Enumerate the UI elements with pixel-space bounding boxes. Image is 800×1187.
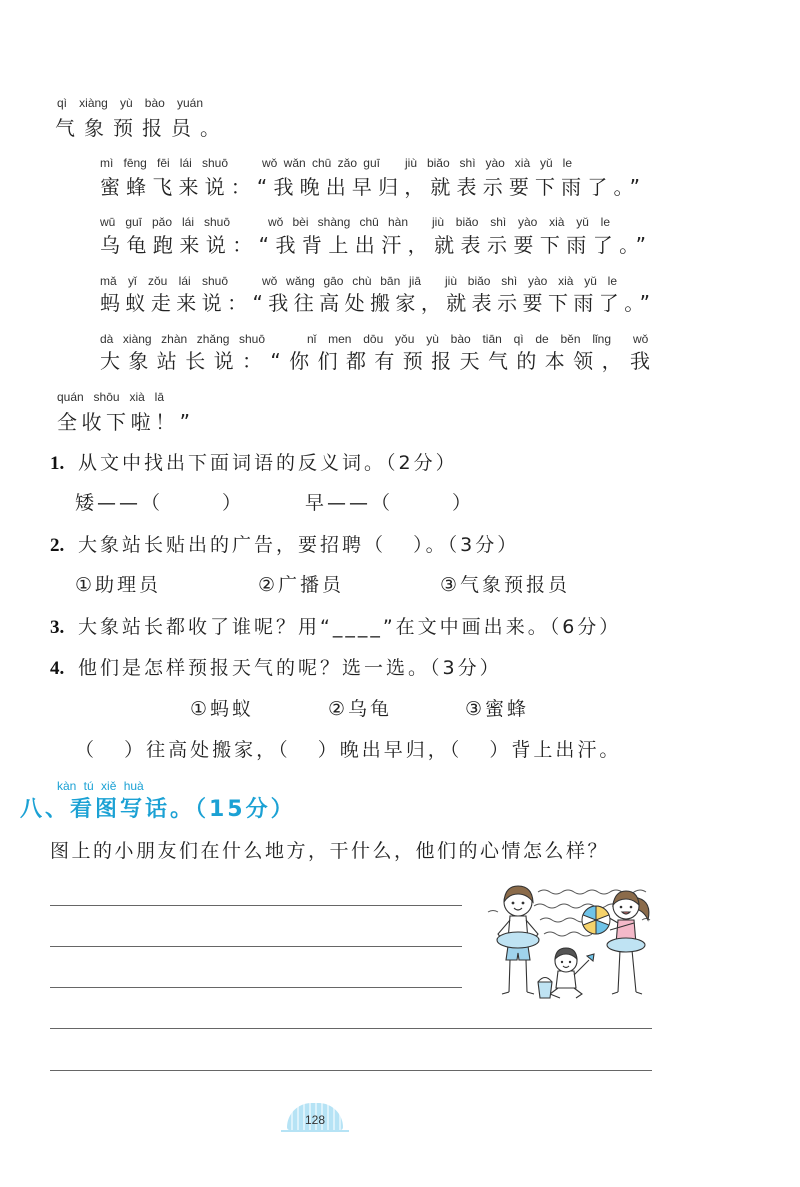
question-number: 4.	[50, 658, 65, 679]
question-text: 大象站长都收了谁呢？用“____”在文中画出来。（6分）	[78, 616, 622, 638]
passage-pinyin: wǒ wǎng gāo chù bān jiā	[262, 274, 421, 288]
writing-line	[50, 1070, 652, 1071]
page-number: 128	[304, 1113, 326, 1127]
passage-pinyin: wǒ	[633, 332, 649, 346]
passage-pinyin: dà xiàng zhàn zhǎng shuō	[100, 332, 265, 346]
passage-pinyin: quán shōu xià lā	[57, 390, 164, 404]
small-child-figure	[550, 948, 582, 998]
question-number: 2.	[50, 535, 65, 556]
beach-ball	[582, 906, 610, 934]
antonym-blank-close: ）	[452, 492, 475, 514]
passage-pinyin: jiù biǎo shì yào xià yǔ le	[405, 156, 572, 170]
passage-line: 蚂蚁走来说：“我往高处搬家，就表示要下雨了。”	[100, 291, 652, 315]
passage-pinyin: mì fēng fēi lái shuō	[100, 156, 228, 170]
section-title: 八、看图写话。（15分）	[20, 797, 296, 822]
question-2	[50, 534, 519, 557]
beach-illustration	[486, 876, 658, 1004]
passage-line: 气象预报员。	[55, 116, 222, 140]
passage-pinyin: jiù biǎo shì yào xià yǔ le	[445, 274, 617, 288]
passage-pinyin: wǒ bèi shàng chū hàn	[268, 215, 408, 229]
choice-option: ②广播员	[258, 574, 345, 596]
passage-line: 大象站长说：“你们都有预报天气的本领，我	[100, 349, 652, 373]
choice-option: ③气象预报员	[440, 574, 571, 596]
question-number: 1.	[50, 453, 65, 474]
antonym-blank-word: 早——（	[305, 492, 394, 514]
choice-option: ③蜜蜂	[465, 698, 530, 720]
antonym-blank-word: 矮——（	[75, 492, 164, 514]
boy-figure	[497, 886, 539, 994]
passage-line: 全收下啦！”	[57, 410, 192, 434]
passage-line: 乌龟跑来说：“我背上出汗，就表示要下雨了。”	[100, 233, 648, 257]
choice-option: ②乌龟	[328, 698, 393, 720]
passage-pinyin: qì xiàng yù bào yuán	[57, 96, 203, 110]
writing-line	[50, 946, 462, 947]
writing-line	[50, 987, 462, 988]
sand-bucket	[538, 978, 552, 999]
question-4	[50, 657, 502, 680]
choice-option: ①蚂蚁	[190, 698, 255, 720]
passage-pinyin: mǎ yǐ zǒu lái shuō	[100, 274, 228, 288]
question-3	[50, 616, 621, 639]
girl-figure	[606, 891, 649, 994]
passage-pinyin: wū guī pǎo lái shuō	[100, 215, 230, 229]
passage-line: 蜜蜂飞来说：“我晚出早归，就表示要下雨了。”	[100, 175, 642, 199]
question-1	[50, 452, 458, 475]
question-text: 从文中找出下面词语的反义词。（2分）	[78, 452, 458, 474]
question-text: 他们是怎样预报天气的呢？选一选。（3分）	[78, 657, 502, 679]
choice-option: ①助理员	[75, 574, 162, 596]
question-text: 大象站长贴出的广告，要招聘（ ）。（3分）	[78, 534, 520, 556]
writing-line	[50, 905, 462, 906]
passage-pinyin: wǒ wǎn chū zǎo guī	[262, 156, 380, 170]
question-number: 3.	[50, 617, 65, 638]
passage-pinyin: nǐ men dōu yǒu yù bào tiān qì de běn lǐng	[307, 332, 611, 346]
writing-line	[50, 1028, 652, 1029]
fill-in-sentence: （ ）往高处搬家，（ ）晚出早归，（ ）背上出汗。	[75, 739, 622, 761]
page-number-tab	[287, 1103, 343, 1130]
page-number-base	[281, 1130, 349, 1132]
antonym-blank-close: ）	[222, 492, 245, 514]
writing-prompt: 图上的小朋友们在什么地方，干什么，他们的心情怎么样？	[50, 840, 610, 862]
section-title-pinyin: kàn tú xiě huà	[57, 779, 144, 793]
passage-pinyin: jiù biǎo shì yào xià yǔ le	[432, 215, 610, 229]
